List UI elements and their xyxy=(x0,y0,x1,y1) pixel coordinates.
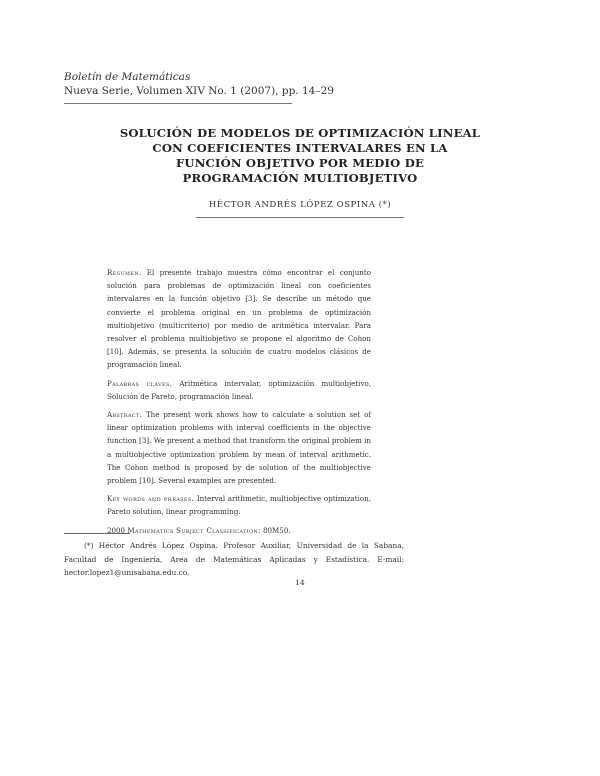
author-divider xyxy=(196,217,404,218)
msc-code: 80M50. xyxy=(263,525,291,535)
msc-prefix: 2000 xyxy=(107,525,126,535)
header-divider xyxy=(64,103,292,104)
author-footnote: (*) Héctor Andrés López Ospina. Profesor Auxiliar, Universidad de la Sabana, Facultad de Ingeniería, Area de Matemáticas Aplicadas y Estadística. E-mail: hector.lopez1@unisabana.edu.co. xyxy=(64,541,404,577)
abstract-label: Abstract. xyxy=(107,410,143,420)
abstract-text: The present work shows how to calculate a solution set of linear optimization problems with interval coefficients in the objective function [3]. We present a method that transform the original problem in a multiobjective optimization problem by mean of interval arithmetic. The Cohon method is proposed by de solution of the multiobjective problem [10]. Several examples are presented. xyxy=(107,410,371,486)
paper-title xyxy=(70,126,530,186)
key-words-text: Interval arithmetic, multiobjective optimization, Pareto solution, linear programming. xyxy=(107,494,371,517)
palabras-claves-paragraph xyxy=(107,377,371,403)
palabras-claves-label: Palabras claves. xyxy=(107,378,173,388)
journal-name: Boletín de Matemáticas xyxy=(64,71,191,83)
footnote-divider xyxy=(64,533,130,534)
abstract-block xyxy=(107,266,371,542)
palabras-claves-text: Aritmética intervalar, optimización multiobjetivo, Solución de Pareto, programación lineal. xyxy=(107,378,371,401)
msc-label: Mathematics Subject Classification: xyxy=(127,525,261,535)
resumen-label: Resumen. xyxy=(107,268,142,277)
key-words-paragraph xyxy=(107,492,371,518)
key-words-label: Key words and phrases. xyxy=(107,494,195,504)
abstract-paragraph xyxy=(107,408,371,487)
journal-volume-info: Nueva Serie, Volumen XIV No. 1 (2007), pp. 14–29 xyxy=(64,85,334,97)
resumen-paragraph xyxy=(107,266,371,372)
title-line: CON COEFICIENTES INTERVALARES EN LA xyxy=(152,141,448,155)
author-name: HÉCTOR ANDRÉS LÓPEZ OSPINA (*) xyxy=(208,200,392,210)
resumen-text: El presente trabajo muestra cómo encontrar el conjunto solución para problemas de optimización lineal con coeficientes intervalares en la función objetivo [3]. Se describe un método que convierte el problema original en un problema de optimización multiobjetivo (multicriterio) por medio de aritmética intervalar. Para resolver el problema multiobjetivo se propone el algoritmo de Cohon [10]. Además, se presenta la solución de cuatro modelos clásicos de programación lineal. xyxy=(107,268,371,370)
page-number: 14 xyxy=(295,578,305,587)
msc-paragraph xyxy=(107,524,371,537)
title-line: PROGRAMACIÓN MULTIOBJETIVO xyxy=(182,171,418,185)
title-line: FUNCIÓN OBJETIVO POR MEDIO DE xyxy=(176,156,424,170)
title-line: SOLUCIÓN DE MODELOS DE OPTIMIZACIÓN LINEAL xyxy=(119,126,481,140)
